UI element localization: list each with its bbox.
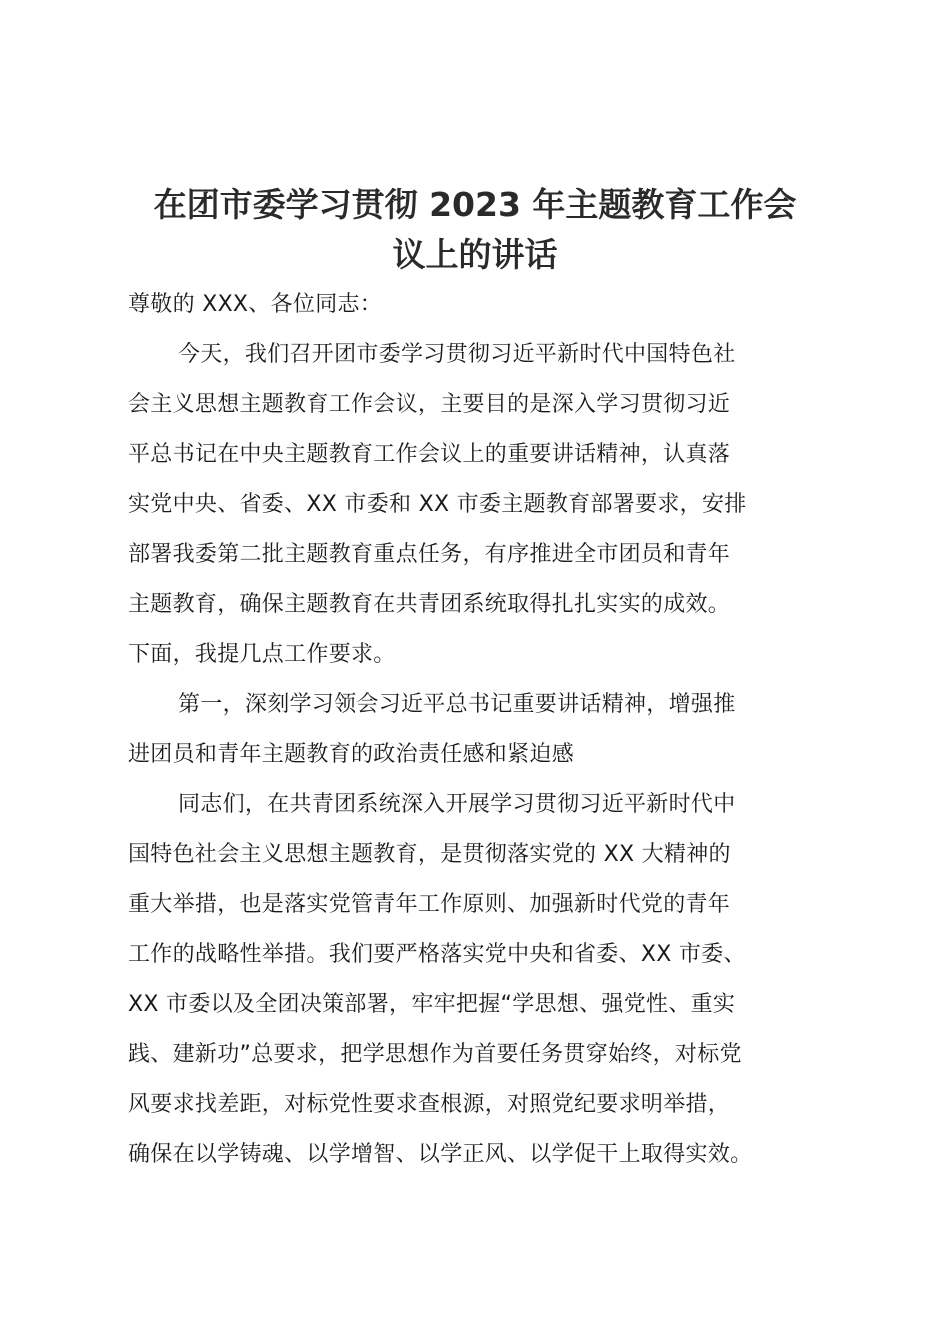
paragraph-1-line: 主题教育，确保主题教育在共青团系统取得扎扎实实的成效。: [128, 592, 731, 617]
paragraph-2-line: 风要求找差距，对标党性要求查根源，对照党纪要求明举措，: [128, 1092, 731, 1117]
paragraph-1-line: 实党中央、省委、XX 市委和 XX 市委主题教育部署要求，安排: [128, 492, 747, 517]
paragraph-2-line: 确保在以学铸魂、以学增智、以学正风、以学促干上取得实效。: [128, 1142, 753, 1167]
paragraph-1-line: 部署我委第二批主题教育重点任务，有序推进全市团员和青年: [128, 542, 731, 567]
paragraph-2-line: 重大举措，也是落实党管青年工作原则、加强新时代党的青年: [128, 892, 731, 917]
title-line: 议上的讲话: [392, 235, 558, 274]
document-title: [118, 180, 832, 280]
title-line: 在团市委学习贯彻 2023 年主题教育工作会: [153, 185, 797, 224]
section-heading-line: 进团员和青年主题教育的政治责任感和紧迫感: [128, 742, 575, 767]
paragraph-2-line: XX 市委以及全团决策部署，牢牢把握“学思想、强党性、重实: [128, 992, 736, 1017]
paragraph-2-line: 工作的战略性举措。我们要严格落实党中央和省委、XX 市委、: [128, 942, 746, 967]
paragraph-2-line: 同志们，在共青团系统深入开展学习贯彻习近平新时代中: [178, 792, 736, 817]
paragraph-2-line: 践、建新功”总要求，把学思想作为首要任务贯穿始终，对标党: [128, 1042, 742, 1067]
paragraph-1-line: 会主义思想主题教育工作会议，主要目的是深入学习贯彻习近: [128, 392, 731, 417]
paragraph-1-line: 平总书记在中央主题教育工作会议上的重要讲话精神，认真落: [128, 442, 731, 467]
salutation: 尊敬的 XXX、各位同志：: [128, 292, 383, 317]
document-body: [128, 280, 840, 1180]
paragraph-1-line: 下面，我提几点工作要求。: [128, 642, 396, 667]
paragraph-2-line: 国特色社会主义思想主题教育，是贯彻落实党的 XX 大精神的: [128, 842, 731, 867]
paragraph-1-line: 今天，我们召开团市委学习贯彻习近平新时代中国特色社: [178, 342, 736, 367]
section-heading-line: 第一，深刻学习领会习近平总书记重要讲话精神，增强推: [178, 692, 736, 717]
